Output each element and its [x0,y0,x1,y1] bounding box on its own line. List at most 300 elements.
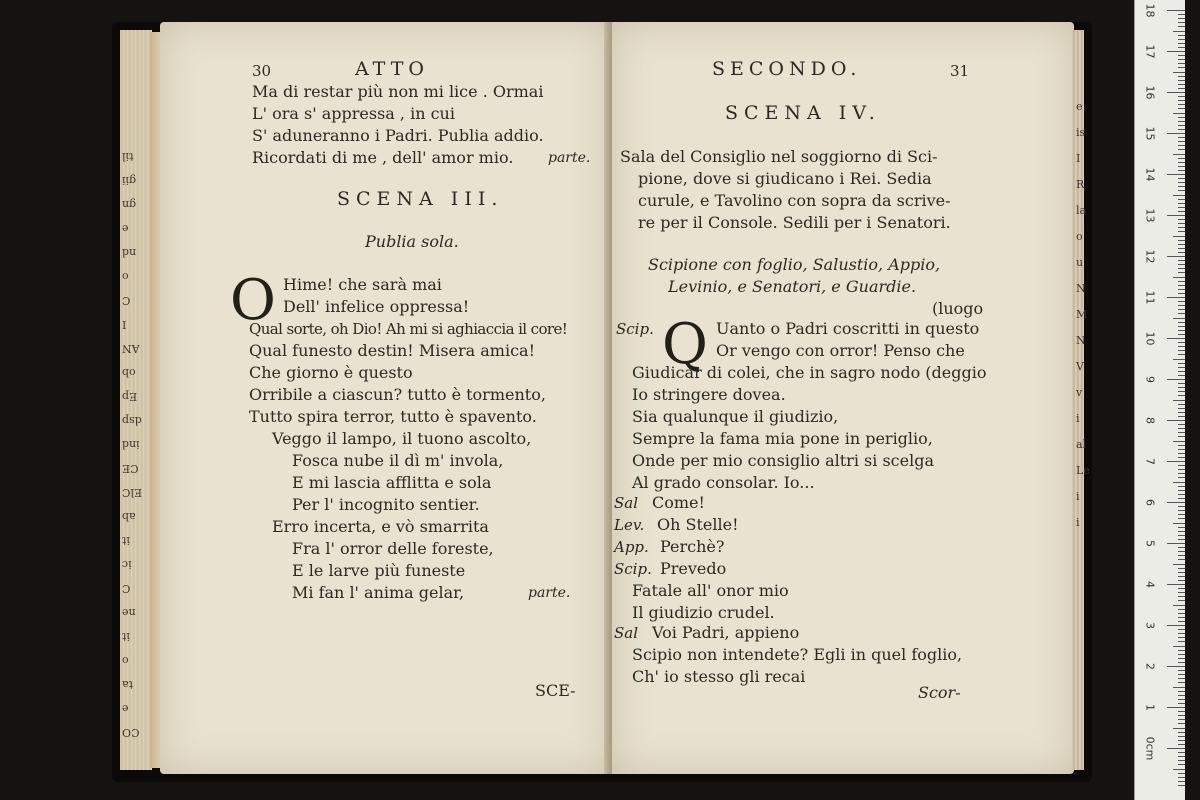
ruler-tick [1178,404,1185,405]
verse-line-13: Fra l' orror delle foreste, [292,539,494,558]
ruler-tick [1178,641,1185,642]
luogo-label: (luogo [932,299,984,318]
ruler-tick [1178,211,1185,212]
ruler-tick [1178,736,1185,737]
verse-line-8: Veggo il lampo, il tuono ascolto, [272,429,532,448]
verse-line-12: Erro incerta, e vò smarrita [272,517,489,536]
ruler-tick [1178,547,1185,548]
ruler-tick [1178,387,1185,388]
ruler-tick [1178,514,1185,515]
ruler-tick [1178,703,1185,704]
verse-line-6: Orribile a ciascun? tutto è tormento, [249,385,546,404]
left-page-number: 30 [252,62,272,80]
verse-line-10: E mi lascia afflitta e sola [292,473,492,492]
ruler-tick [1178,674,1185,675]
ruler-tick [1178,428,1185,429]
ruler-number: 5 [1143,540,1157,547]
ruler-tick [1178,26,1185,27]
ruler-tick [1167,461,1185,462]
ruler-tick [1178,670,1185,671]
ruler-tick [1178,14,1185,15]
ruler-number: 0cm [1143,736,1157,761]
ruler-number: 6 [1143,499,1157,506]
ruler-tick [1178,732,1185,733]
ruler-tick [1173,318,1185,319]
ruler-tick [1178,207,1185,208]
left-edge-fragment: AN [122,342,140,355]
ruler-tick [1173,400,1185,401]
ruler-tick [1178,47,1185,48]
ruler-tick [1178,252,1185,253]
right-drop-cap: Q [662,312,708,377]
ruler-tick [1178,445,1185,446]
ruler-tick [1178,596,1185,597]
ruler-tick [1173,31,1185,32]
left-edge-fragment: nd [122,246,137,259]
ruler-tick [1173,769,1185,770]
ruler-tick [1167,543,1185,544]
dialogue-line-13: Fatale all' onor mio [632,581,789,600]
verse-line-7: Tutto spira terror, tutto è spavento. [249,407,537,426]
ruler-tick [1178,391,1185,392]
ruler-tick [1178,129,1185,130]
ruler-tick [1178,309,1185,310]
ruler-tick [1178,416,1185,417]
ruler-tick [1167,215,1185,216]
dialogue-line-11: Perchè? [660,537,725,556]
right-page-number: 31 [950,62,970,80]
left-scene-title: SCENA III. [337,188,504,210]
ruler-tick [1178,637,1185,638]
stage-direction-4: re per il Console. Sedili per i Senatori. [638,213,951,232]
ruler-tick [1178,412,1185,413]
dialogue-line-9: Come! [652,493,705,512]
dialogue-line-14: Il giudizio crudel. [632,603,775,622]
ruler-tick [1178,539,1185,540]
left-edge-fragment: C [122,582,131,595]
ruler-tick [1178,281,1185,282]
ruler-tick [1178,486,1185,487]
left-edge-fragment: o [122,270,129,283]
left-edge-fragment: gii [122,174,137,187]
ruler-tick [1178,719,1185,720]
left-line-4: Ricordati di me , dell' amor mio. [252,148,514,167]
dialogue-line-5: Sia qualunque il giudizio, [632,407,839,426]
ruler-tick [1178,773,1185,774]
ruler-tick [1178,650,1185,651]
right-edge-fragment: e [1076,100,1083,113]
ruler-tick [1178,199,1185,200]
left-line-1: Ma di restar più non mi lice . Ormai [252,82,544,101]
speaker-sal-1: Sal [614,494,639,512]
ruler-tick [1178,469,1185,470]
ruler-tick [1178,268,1185,269]
page-edge-right [1072,30,1087,770]
ruler-tick [1178,682,1185,683]
ruler-tick [1178,149,1185,150]
verse-line-3: Qual sorte, oh Dio! Ah mi si aghiaccia il core! [249,320,568,338]
ruler-tick [1178,555,1185,556]
ruler-tick [1178,186,1185,187]
left-edge-fragment: e [122,702,129,715]
right-edge-fragment: u [1076,256,1084,269]
ruler-tick [1178,744,1185,745]
ruler-tick [1178,80,1185,81]
left-exit-label: parte. [548,150,591,166]
right-edge-fragment: I [1076,152,1081,165]
ruler-tick [1178,531,1185,532]
ruler-tick [1178,715,1185,716]
characters-line-2: Levinio, e Senatori, e Guardie. [668,277,917,296]
left-edge-fragment: ic [122,558,132,571]
ruler-tick [1178,223,1185,224]
ruler-tick [1178,117,1185,118]
right-edge-fragment: N [1076,282,1086,295]
ruler-tick [1178,67,1185,68]
ruler-tick [1178,756,1185,757]
ruler-tick [1178,395,1185,396]
ruler-tick [1178,182,1185,183]
ruler-tick [1178,490,1185,491]
left-edge-fragment: it [122,534,130,547]
left-edge-fragment: gn [122,198,137,211]
ruler-tick [1178,613,1185,614]
ruler-tick [1178,764,1185,765]
dialogue-line-8: Al grado consolar. Io... [632,473,815,492]
ruler-tick [1167,584,1185,585]
ruler-tick [1178,777,1185,778]
ruler-tick [1178,609,1185,610]
ruler-tick [1178,334,1185,335]
ruler-tick [1178,498,1185,499]
ruler-tick [1178,695,1185,696]
dialogue-line-2: Or vengo con orror! Penso che [716,341,965,360]
ruler-tick [1167,92,1185,93]
ruler-tick [1178,293,1185,294]
ruler-number: 18 [1143,3,1157,18]
right-edge-fragment: i [1076,516,1080,529]
dialogue-line-17: Ch' io stesso gli recai [632,667,806,686]
dialogue-line-15: Voi Padri, appieno [652,623,800,642]
ruler-tick [1173,605,1185,606]
ruler-tick [1178,100,1185,101]
ruler-tick [1178,125,1185,126]
ruler-tick [1178,166,1185,167]
right-edge-fragment: M [1076,308,1088,321]
ruler-number: 7 [1143,458,1157,465]
ruler-tick [1178,141,1185,142]
ruler-tick [1173,277,1185,278]
right-edge-fragment: V [1076,360,1084,373]
right-edge-fragment: i [1076,412,1080,425]
ruler-tick [1178,580,1185,581]
verse-line-9: Fosca nube il dì m' invola, [292,451,504,470]
left-edge-fragment: CO [122,726,140,739]
stage-direction-1: Sala del Consiglio nel soggiorno di Sci- [620,147,938,166]
ruler-tick [1178,760,1185,761]
ruler-tick [1178,629,1185,630]
verse-line-15: Mi fan l' anima gelar, [292,583,465,602]
characters-line-1: Scipione con foglio, Salustio, Appio, [648,255,941,274]
ruler-tick [1178,576,1185,577]
ruler-tick [1178,137,1185,138]
dialogue-line-7: Onde per mio consiglio altri si scelga [632,451,934,470]
ruler-number: 10 [1143,331,1157,346]
ruler-tick [1178,227,1185,228]
ruler-tick [1178,158,1185,159]
ruler-tick [1178,301,1185,302]
ruler-tick [1178,494,1185,495]
ruler-tick [1178,63,1185,64]
left-edge-fragment: C [122,294,131,307]
ruler-tick [1178,104,1185,105]
ruler-tick [1167,297,1185,298]
ruler-tick [1178,350,1185,351]
verse-line-2: Dell' infelice oppressa! [283,297,470,316]
ruler-tick [1167,379,1185,380]
left-character-note: Publia sola. [365,232,459,251]
ruler-number: 2 [1143,663,1157,670]
ruler-tick [1178,600,1185,601]
left-edge-fragment: ob [122,366,136,379]
ruler-tick [1178,260,1185,261]
ruler-tick [1178,244,1185,245]
right-edge-fragment: N [1076,334,1086,347]
ruler-tick [1173,154,1185,155]
ruler-tick [1167,502,1185,503]
ruler-tick [1178,699,1185,700]
ruler-tick [1178,691,1185,692]
ruler-tick [1173,687,1185,688]
ruler-tick [1178,289,1185,290]
ruler-tick [1178,617,1185,618]
ruler-number: 1 [1143,704,1157,711]
ruler-tick [1178,178,1185,179]
ruler-tick [1178,59,1185,60]
ruler-tick [1178,465,1185,466]
left-edge-fragment: dsp [122,414,142,427]
left-line-3: S' aduneranno i Padri. Publia addio. [252,126,544,145]
ruler-tick [1167,174,1185,175]
speaker-app: App. [614,538,649,556]
ruler-tick [1178,84,1185,85]
ruler-tick [1173,564,1185,565]
ruler-tick [1178,313,1185,314]
right-edge-fragment: R [1076,178,1085,191]
ruler-tick [1178,371,1185,372]
ruler-tick [1178,18,1185,19]
right-catchword: Scor- [918,683,961,702]
ruler-tick [1178,506,1185,507]
ruler-tick [1178,432,1185,433]
ruler-number: 13 [1143,208,1157,223]
ruler-tick [1178,88,1185,89]
ruler-tick [1178,108,1185,109]
ruler-tick [1178,449,1185,450]
ruler-tick [1178,457,1185,458]
ruler-tick [1178,346,1185,347]
ruler-tick [1178,592,1185,593]
right-edge-fragment: la [1076,204,1087,217]
ruler-tick [1178,436,1185,437]
ruler-tick [1178,621,1185,622]
ruler-tick [1178,330,1185,331]
right-edge-fragment: Le [1076,464,1090,477]
speaker-scip-2: Scip. [614,560,652,578]
ruler-tick [1167,338,1185,339]
ruler-tick [1173,646,1185,647]
ruler-tick [1178,240,1185,241]
ruler-tick [1178,518,1185,519]
ruler-number: 12 [1143,249,1157,264]
ruler-tick [1173,441,1185,442]
ruler-tick [1178,654,1185,655]
ruler-tick [1178,121,1185,122]
left-edge-fragment: CE [122,462,139,475]
ruler-tick [1178,477,1185,478]
right-scene-title: SCENA IV. [725,102,881,124]
ruler-tick [1178,76,1185,77]
dialogue-line-16: Scipio non intendete? Egli in quel foglio, [632,645,963,664]
ruler-tick [1167,256,1185,257]
dialogue-line-10: Oh Stelle! [657,515,739,534]
ruler-tick [1178,22,1185,23]
ruler-tick [1178,170,1185,171]
ruler-tick [1178,285,1185,286]
verse-line-4: Qual funesto destin! Misera amica! [249,341,536,360]
ruler-tick [1178,383,1185,384]
ruler-number: 9 [1143,376,1157,383]
speaker-sal-2: Sal [614,624,639,642]
right-edge-fragment: v [1076,386,1083,399]
ruler-tick [1178,145,1185,146]
left-edge-fragment: ne [122,606,136,619]
ruler-tick [1178,231,1185,232]
ruler-tick [1178,711,1185,712]
dialogue-line-1: Uanto o Padri coscritti in questo [716,319,980,338]
left-edge-fragment: Ep [122,390,138,403]
ruler-tick [1178,752,1185,753]
ruler-tick [1178,781,1185,782]
right-edge-fragment: al [1076,438,1087,451]
measurement-ruler [1134,0,1185,800]
ruler-tick [1178,305,1185,306]
ruler-tick [1178,588,1185,589]
ruler-tick [1178,633,1185,634]
ruler-number: 17 [1143,44,1157,59]
ruler-tick [1178,551,1185,552]
verse-line-14: E le larve più funeste [292,561,466,580]
ruler-tick [1178,559,1185,560]
ruler-tick [1178,55,1185,56]
ruler-tick [1178,322,1185,323]
ruler-tick [1178,162,1185,163]
ruler-tick [1178,96,1185,97]
ruler-tick [1178,272,1185,273]
ruler-tick [1167,420,1185,421]
ruler-tick [1178,785,1185,786]
dialogue-line-3: Giudicar di colei, che in sagro nodo (deggio [632,363,987,382]
ruler-number: 16 [1143,85,1157,100]
ruler-tick [1178,662,1185,663]
ruler-tick [1173,113,1185,114]
ruler-tick [1178,39,1185,40]
ruler-tick [1178,248,1185,249]
ruler-tick [1178,678,1185,679]
ruler-tick [1167,133,1185,134]
verse-line-1: Hime! che sarà mai [283,275,442,294]
verse-line-5: Che giorno è questo [249,363,413,382]
ruler-tick [1178,354,1185,355]
ruler-tick [1173,523,1185,524]
left-edge-fragment: e [122,222,129,235]
ruler-tick [1167,625,1185,626]
left-edge-fragment: ab [122,510,136,523]
ruler-tick [1178,375,1185,376]
ruler-number: 15 [1143,126,1157,141]
left-running-head: ATTO [355,58,429,80]
ruler-tick [1167,707,1185,708]
ruler-tick [1178,367,1185,368]
verse-line-11: Per l' incognito sentier. [292,495,480,514]
ruler-tick [1178,424,1185,425]
ruler-tick [1173,236,1185,237]
left-edge-fragment: ta [122,678,133,691]
speaker-lev: Lev. [614,516,645,534]
right-edge-fragment: i [1076,490,1080,503]
ruler-tick [1178,190,1185,191]
ruler-tick [1178,658,1185,659]
ruler-tick [1173,72,1185,73]
ruler-tick [1173,728,1185,729]
left-edge-fragment: ind [122,438,140,451]
left-line-2: L' ora s' appressa , in cui [252,104,455,123]
right-edge-fragment: o [1076,230,1083,243]
ruler-tick [1178,527,1185,528]
left-drop-cap: O [230,268,276,333]
ruler-tick [1173,482,1185,483]
stage-direction-3: curule, e Tavolino con sopra da scrive- [638,191,951,210]
ruler-number: 11 [1143,290,1157,305]
ruler-tick [1167,10,1185,11]
ruler-number: 3 [1143,622,1157,629]
ruler-tick [1178,363,1185,364]
ruler-tick [1178,453,1185,454]
ruler-tick [1178,723,1185,724]
dialogue-line-4: Io stringere dovea. [632,385,786,404]
dialogue-line-12: Prevedo [660,559,727,578]
speaker-1: Scip. [616,320,654,338]
ruler-number: 8 [1143,417,1157,424]
left-edge-fragment: o [122,654,129,667]
ruler-tick [1178,568,1185,569]
right-edge-fragment: is [1076,126,1086,139]
left-edge-fragment: ElC [122,486,142,499]
ruler-number: 4 [1143,581,1157,588]
ruler-tick [1178,264,1185,265]
left-edge-fragment: I [122,318,127,331]
dialogue-line-6: Sempre la fama mia pone in periglio, [632,429,933,448]
ruler-tick [1178,740,1185,741]
ruler-number: 14 [1143,167,1157,182]
stage-direction-2: pione, dove si giudicano i Rei. Sedia [638,169,932,188]
left-exit-label-2: parte. [528,585,571,601]
ruler-tick [1178,326,1185,327]
left-edge-fragment: til [122,150,134,163]
ruler-tick [1167,666,1185,667]
ruler-tick [1167,51,1185,52]
ruler-tick [1178,535,1185,536]
